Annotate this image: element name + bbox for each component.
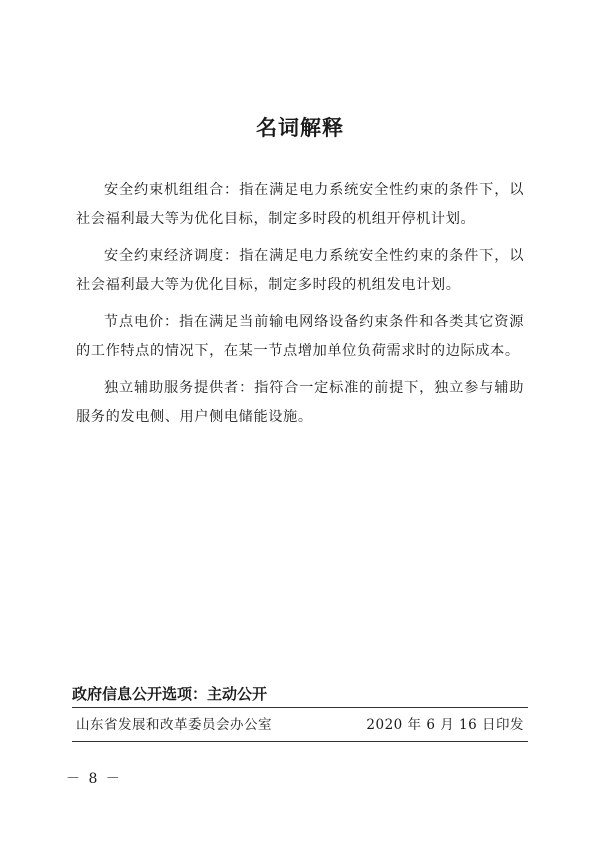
issuing-office: 山东省发展和改革委员会办公室 bbox=[76, 717, 272, 733]
issue-date: 2020 年 6 月 16 日印发 bbox=[366, 717, 524, 733]
page-number: － 8 － bbox=[66, 771, 122, 787]
footer-top-rule bbox=[72, 707, 528, 708]
definition-paragraph: 安全约束经济调度：指在满足电力系统安全性约束的条件下，以社会福利最大等为优化目标，制定多时段的机组发电计划。 bbox=[76, 248, 524, 293]
definition-paragraph: 独立辅助服务提供者：指符合一定标准的前提下，独立参与辅助服务的发电侧、用户侧电储能设施。 bbox=[76, 380, 524, 425]
page-title: 名词解释 bbox=[256, 115, 344, 140]
definitions-body bbox=[76, 176, 524, 440]
disclosure-label: 政府信息公开选项：主动公开 bbox=[72, 685, 268, 703]
definition-paragraph: 节点电价：指在满足当前输电网络设备约束条件和各类其它资源的工作特点的情况下，在某一节点增加单位负荷需求时的边际成本。 bbox=[76, 314, 524, 359]
footer-bottom-rule bbox=[72, 741, 528, 742]
definition-paragraph: 安全约束机组组合：指在满足电力系统安全性约束的条件下，以社会福利最大等为优化目标，制定多时段的机组开停机计划。 bbox=[76, 182, 524, 227]
